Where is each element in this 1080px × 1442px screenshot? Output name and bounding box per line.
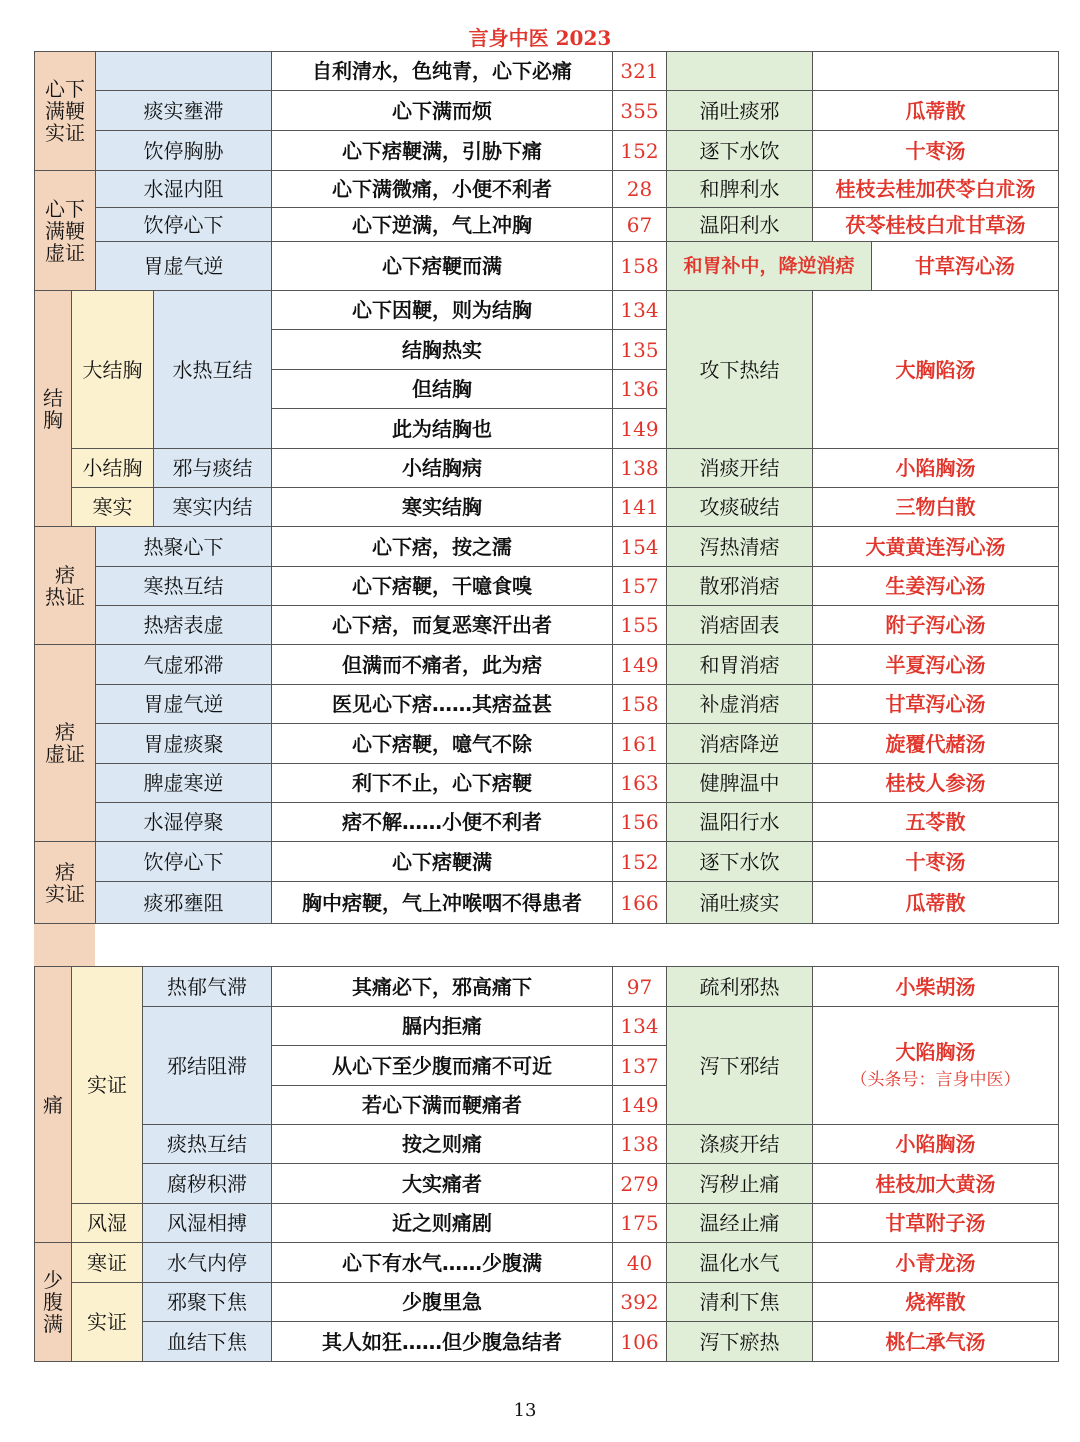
clause-number: 149 bbox=[613, 409, 667, 449]
category-cell: 少 腹 满 bbox=[35, 1243, 72, 1362]
symptom-cell: 心下痞鞕而满 bbox=[272, 242, 613, 291]
symptom-cell: 小结胸病 bbox=[272, 449, 613, 488]
subtype-cell: 小结胸 bbox=[72, 449, 154, 488]
method-cell: 和胃消痞 bbox=[667, 645, 813, 685]
method-cell: 消痞固表 bbox=[667, 606, 813, 645]
mechanism-cell: 邪结阻滞 bbox=[143, 1007, 272, 1125]
symptom-cell: 心下痞，按之濡 bbox=[272, 527, 613, 567]
method-cell: 温阳行水 bbox=[667, 803, 813, 842]
clause-number: 135 bbox=[613, 330, 667, 370]
mechanism-cell: 热痞表虚 bbox=[96, 606, 272, 645]
table-row bbox=[35, 567, 1059, 606]
symptom-cell: 寒实结胸 bbox=[272, 488, 613, 527]
clause-number: 152 bbox=[613, 842, 667, 882]
method-cell: 健脾温中 bbox=[667, 764, 813, 803]
symptom-cell: 结胸热实 bbox=[272, 330, 613, 370]
clause-number: 134 bbox=[613, 1007, 667, 1046]
formula-cell: 旋覆代赭汤 bbox=[813, 724, 1059, 764]
clause-number: 158 bbox=[613, 242, 667, 291]
mechanism-cell: 血结下焦 bbox=[143, 1322, 272, 1362]
table-row bbox=[35, 1164, 1059, 1204]
clause-number: 157 bbox=[613, 567, 667, 606]
formula-cell: 桂枝加大黄汤 bbox=[813, 1164, 1059, 1204]
clause-number: 40 bbox=[613, 1243, 667, 1283]
mechanism-cell: 邪与痰结 bbox=[154, 449, 272, 488]
formula-cell: 十枣汤 bbox=[813, 842, 1059, 882]
table-row bbox=[35, 685, 1059, 724]
table-upper bbox=[34, 51, 1059, 924]
table-row bbox=[35, 488, 1059, 527]
formula-cell bbox=[813, 52, 1059, 91]
mechanism-cell: 胃虚痰聚 bbox=[96, 724, 272, 764]
page-number: 13 bbox=[513, 1400, 537, 1421]
mechanism-cell: 水气内停 bbox=[143, 1243, 272, 1283]
symptom-cell: 心下满微痛，小便不利者 bbox=[272, 171, 613, 208]
clause-number: 28 bbox=[613, 171, 667, 208]
formula-name: 大陷胸汤 bbox=[895, 1040, 976, 1065]
category-cell: 心下 满鞕 虚证 bbox=[35, 171, 96, 291]
clause-number: 137 bbox=[613, 1046, 667, 1086]
symptom-cell: 此为结胸也 bbox=[272, 409, 613, 449]
table-row bbox=[35, 527, 1059, 567]
method-cell: 攻痰破结 bbox=[667, 488, 813, 527]
symptom-cell: 心下痞鞕，干噫食嗅 bbox=[272, 567, 613, 606]
clause-number: 134 bbox=[613, 291, 667, 330]
symptom-cell: 利下不止，心下痞鞕 bbox=[272, 764, 613, 803]
table-row bbox=[35, 449, 1059, 488]
formula-cell: 附子泻心汤 bbox=[813, 606, 1059, 645]
method-cell: 散邪消痞 bbox=[667, 567, 813, 606]
formula-cell: 瓜蒂散 bbox=[813, 91, 1059, 131]
symptom-cell: 心下满而烦 bbox=[272, 91, 613, 131]
table-row bbox=[35, 171, 1059, 208]
formula-cell: 生姜泻心汤 bbox=[813, 567, 1059, 606]
symptom-cell: 但满而不痛者，此为痞 bbox=[272, 645, 613, 685]
subtype-cell: 实证 bbox=[72, 1283, 143, 1362]
mechanism-cell: 胃虚气逆 bbox=[96, 242, 272, 291]
clause-number: 161 bbox=[613, 724, 667, 764]
mechanism-cell bbox=[96, 52, 272, 91]
table-row bbox=[35, 606, 1059, 645]
clause-number: 149 bbox=[613, 1086, 667, 1125]
formula-cell: 十枣汤 bbox=[813, 131, 1059, 171]
mechanism-cell: 痰热互结 bbox=[143, 1125, 272, 1164]
method-cell: 消痞降逆 bbox=[667, 724, 813, 764]
clause-number: 166 bbox=[613, 882, 667, 924]
symptom-cell: 胸中痞鞕，气上冲喉咽不得患者 bbox=[272, 882, 613, 924]
formula-cell: 小青龙汤 bbox=[813, 1243, 1059, 1283]
clause-number: 279 bbox=[613, 1164, 667, 1204]
clause-number: 163 bbox=[613, 764, 667, 803]
method-cell: 和胃补中，降逆消痞 bbox=[667, 242, 872, 291]
symptom-cell: 心下逆满，气上冲胸 bbox=[272, 208, 613, 242]
symptom-cell: 心下痞鞕，噫气不除 bbox=[272, 724, 613, 764]
mechanism-cell: 水热互结 bbox=[154, 291, 272, 449]
clause-number: 149 bbox=[613, 645, 667, 685]
method-cell: 温化水气 bbox=[667, 1243, 813, 1283]
page-header: 言身中医 2023 bbox=[468, 26, 612, 50]
symptom-cell: 心下有水气……少腹满 bbox=[272, 1243, 613, 1283]
formula-cell: 三物白散 bbox=[813, 488, 1059, 527]
table-row bbox=[35, 131, 1059, 171]
clause-number: 136 bbox=[613, 370, 667, 409]
method-cell: 逐下水饮 bbox=[667, 842, 813, 882]
mechanism-cell: 痰邪壅阻 bbox=[96, 882, 272, 924]
formula-cell: 小陷胸汤 bbox=[813, 1125, 1059, 1164]
symptom-cell: 但结胸 bbox=[272, 370, 613, 409]
method-cell: 温阳利水 bbox=[667, 208, 813, 242]
symptom-cell: 按之则痛 bbox=[272, 1125, 613, 1164]
symptom-cell: 大实痛者 bbox=[272, 1164, 613, 1204]
table-row bbox=[35, 291, 1059, 330]
method-cell: 泻下邪结 bbox=[667, 1007, 813, 1125]
clause-number: 152 bbox=[613, 131, 667, 171]
table-row bbox=[35, 1283, 1059, 1322]
symptom-cell: 痞不解……小便不利者 bbox=[272, 803, 613, 842]
mechanism-cell: 胃虚气逆 bbox=[96, 685, 272, 724]
table-row bbox=[35, 967, 1059, 1007]
formula-cell: 茯苓桂枝白朮甘草汤 bbox=[813, 208, 1059, 242]
subtype-cell: 实证 bbox=[72, 967, 143, 1204]
method-cell: 逐下水饮 bbox=[667, 131, 813, 171]
formula-cell: 瓜蒂散 bbox=[813, 882, 1059, 924]
category-cell: 痞 实证 bbox=[35, 842, 96, 924]
table-row bbox=[35, 724, 1059, 764]
table-row bbox=[35, 645, 1059, 685]
clause-number: 106 bbox=[613, 1322, 667, 1362]
symptom-cell: 心下痞，而复恶寒汗出者 bbox=[272, 606, 613, 645]
subtype-cell: 寒证 bbox=[72, 1243, 143, 1283]
clause-number: 392 bbox=[613, 1283, 667, 1322]
table-row bbox=[35, 208, 1059, 242]
table-row bbox=[35, 1007, 1059, 1046]
clause-number: 138 bbox=[613, 449, 667, 488]
symptom-cell: 医见心下痞……其痞益甚 bbox=[272, 685, 613, 724]
method-cell: 涌吐痰邪 bbox=[667, 91, 813, 131]
clause-number: 67 bbox=[613, 208, 667, 242]
formula-cell: 大胸陷汤 bbox=[813, 291, 1059, 449]
formula-cell: 半夏泻心汤 bbox=[813, 645, 1059, 685]
mechanism-cell: 饮停胸胁 bbox=[96, 131, 272, 171]
clause-number: 158 bbox=[613, 685, 667, 724]
formula-cell: 桃仁承气汤 bbox=[813, 1322, 1059, 1362]
method-cell: 消痰开结 bbox=[667, 449, 813, 488]
mechanism-cell: 脾虚寒逆 bbox=[96, 764, 272, 803]
clause-number: 138 bbox=[613, 1125, 667, 1164]
formula-cell: 甘草泻心汤 bbox=[813, 685, 1059, 724]
formula-cell: 甘草泻心汤 bbox=[872, 242, 1059, 291]
formula-cell bbox=[813, 1007, 1059, 1125]
method-cell: 涌吐痰实 bbox=[667, 882, 813, 924]
formula-cell: 五苓散 bbox=[813, 803, 1059, 842]
mechanism-cell: 热聚心下 bbox=[96, 527, 272, 567]
mechanism-cell: 水湿内阻 bbox=[96, 171, 272, 208]
table-row bbox=[35, 803, 1059, 842]
formula-note: （头条号：言身中医） bbox=[850, 1070, 1021, 1091]
clause-number: 141 bbox=[613, 488, 667, 527]
subtype-cell: 风湿 bbox=[72, 1204, 143, 1243]
symptom-cell: 少腹里急 bbox=[272, 1283, 613, 1322]
formula-cell: 小柴胡汤 bbox=[813, 967, 1059, 1007]
mechanism-cell: 寒热互结 bbox=[96, 567, 272, 606]
category-cell: 心下 满鞕 实证 bbox=[35, 52, 96, 171]
table-row bbox=[35, 842, 1059, 882]
category-cell: 痞 虚证 bbox=[35, 645, 96, 842]
method-cell: 涤痰开结 bbox=[667, 1125, 813, 1164]
table-row bbox=[35, 91, 1059, 131]
clause-number: 97 bbox=[613, 967, 667, 1007]
method-cell: 泻热清痞 bbox=[667, 527, 813, 567]
subtype-cell: 寒实 bbox=[72, 488, 154, 527]
formula-cell: 桂枝人参汤 bbox=[813, 764, 1059, 803]
mechanism-cell: 寒实内结 bbox=[154, 488, 272, 527]
mechanism-cell: 邪聚下焦 bbox=[143, 1283, 272, 1322]
symptom-cell: 心下痞鞕满 bbox=[272, 842, 613, 882]
method-cell: 泻下瘀热 bbox=[667, 1322, 813, 1362]
symptom-cell: 心下痞鞕满，引胁下痛 bbox=[272, 131, 613, 171]
clause-number: 355 bbox=[613, 91, 667, 131]
mechanism-cell: 饮停心下 bbox=[96, 842, 272, 882]
table-row bbox=[35, 1243, 1059, 1283]
symptom-cell: 心下因鞕，则为结胸 bbox=[272, 291, 613, 330]
table-row bbox=[35, 764, 1059, 803]
method-cell: 温经止痛 bbox=[667, 1204, 813, 1243]
method-cell: 清利下焦 bbox=[667, 1283, 813, 1322]
formula-cell: 烧裈散 bbox=[813, 1283, 1059, 1322]
clause-number: 321 bbox=[613, 52, 667, 91]
symptom-cell: 若心下满而鞕痛者 bbox=[272, 1086, 613, 1125]
symptom-cell: 其人如狂……但少腹急结者 bbox=[272, 1322, 613, 1362]
category-gap-strip bbox=[34, 924, 95, 966]
method-cell: 补虚消痞 bbox=[667, 685, 813, 724]
method-cell: 攻下热结 bbox=[667, 291, 813, 449]
mechanism-cell: 饮停心下 bbox=[96, 208, 272, 242]
table-row bbox=[35, 882, 1059, 924]
mechanism-cell: 气虚邪滞 bbox=[96, 645, 272, 685]
method-cell: 疏利邪热 bbox=[667, 967, 813, 1007]
mechanism-cell: 痰实壅滞 bbox=[96, 91, 272, 131]
method-cell: 和脾利水 bbox=[667, 171, 813, 208]
formula-cell: 大黄黄连泻心汤 bbox=[813, 527, 1059, 567]
formula-cell: 小陷胸汤 bbox=[813, 449, 1059, 488]
clause-number: 155 bbox=[613, 606, 667, 645]
category-cell: 痛 bbox=[35, 967, 72, 1243]
formula-cell: 甘草附子汤 bbox=[813, 1204, 1059, 1243]
symptom-cell: 自利清水，色纯青，心下必痛 bbox=[272, 52, 613, 91]
table-row bbox=[35, 52, 1059, 91]
mechanism-cell: 腐秽积滞 bbox=[143, 1164, 272, 1204]
method-cell bbox=[667, 52, 813, 91]
table-row bbox=[35, 1204, 1059, 1243]
clause-number: 154 bbox=[613, 527, 667, 567]
method-cell: 泻秽止痛 bbox=[667, 1164, 813, 1204]
subtype-cell: 大结胸 bbox=[72, 291, 154, 449]
mechanism-cell: 水湿停聚 bbox=[96, 803, 272, 842]
formula-cell: 桂枝去桂加茯苓白朮汤 bbox=[813, 171, 1059, 208]
symptom-cell: 近之则痛剧 bbox=[272, 1204, 613, 1243]
clause-number: 156 bbox=[613, 803, 667, 842]
mechanism-cell: 热郁气滞 bbox=[143, 967, 272, 1007]
category-cell: 痞 热证 bbox=[35, 527, 96, 645]
symptom-cell: 其痛必下，邪高痛下 bbox=[272, 967, 613, 1007]
table-row bbox=[35, 1322, 1059, 1362]
category-cell: 结 胸 bbox=[35, 291, 72, 527]
table-row bbox=[35, 242, 1059, 291]
table-row bbox=[35, 1125, 1059, 1164]
symptom-cell: 从心下至少腹而痛不可近 bbox=[272, 1046, 613, 1086]
clause-number: 175 bbox=[613, 1204, 667, 1243]
mechanism-cell: 风湿相搏 bbox=[143, 1204, 272, 1243]
table-lower bbox=[34, 966, 1059, 1362]
symptom-cell: 膈内拒痛 bbox=[272, 1007, 613, 1046]
